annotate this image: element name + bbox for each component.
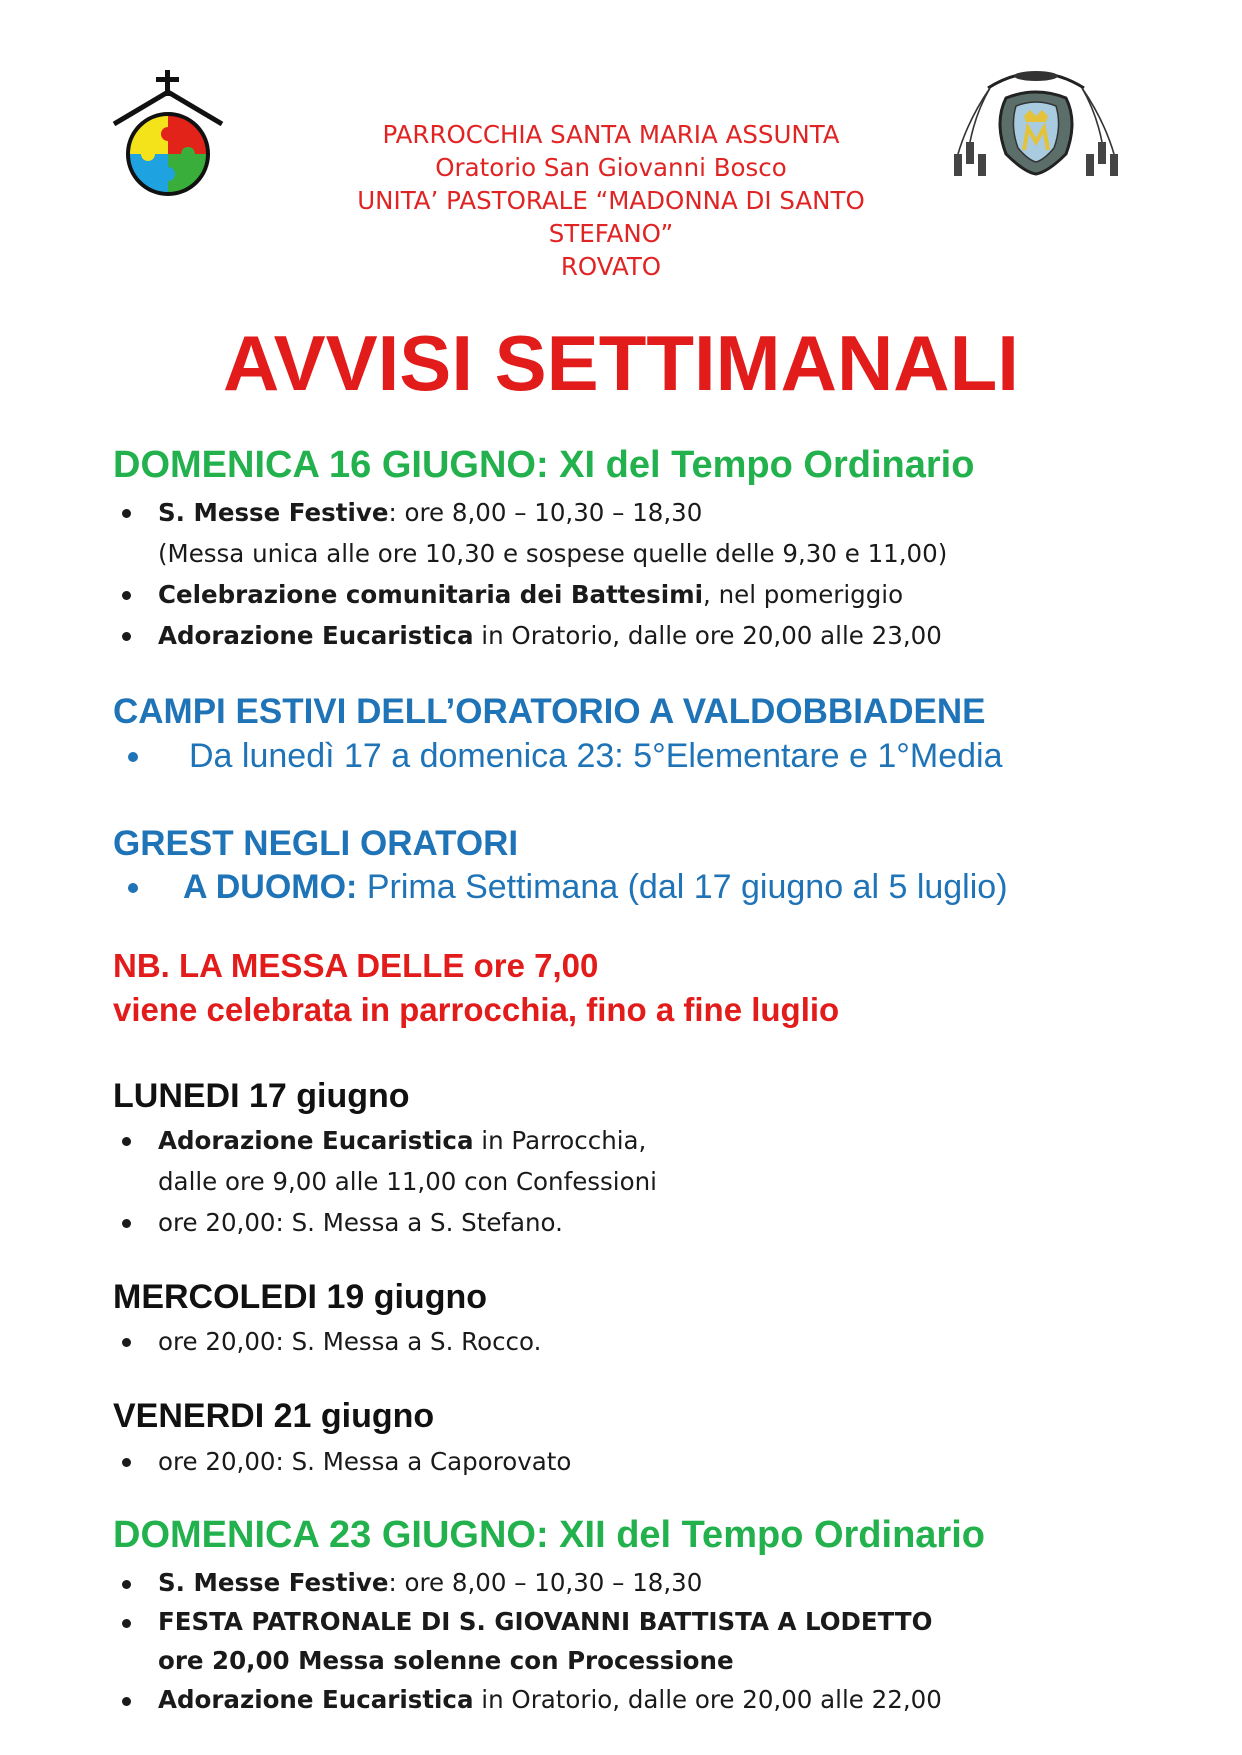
list-item: Adorazione Eucaristica in Parrocchia, dalle ore 9,00 alle 11,00 con Confessioni: [0, 1120, 657, 1202]
wednesday-list: [0, 1321, 541, 1362]
list-item: ore 20,00: S. Messa a S. Stefano.: [0, 1202, 657, 1243]
list-item: S. Messe Festive: ore 8,00 – 10,30 – 18,30 (Messa unica alle ore 10,30 e sospese quelle delle 9,30 e 11,00): [0, 492, 947, 574]
list-item: ore 20,00: S. Messa a S. Rocco.: [0, 1321, 541, 1362]
friday-heading: VENERDI 21 giugno: [113, 1397, 435, 1435]
header-line: ROVATO: [560, 252, 662, 281]
friday-list: [0, 1441, 571, 1482]
header-line: PARROCCHIA SANTA MARIA ASSUNTA: [382, 120, 840, 149]
grest-list: [0, 867, 1008, 907]
list-item: FESTA PATRONALE DI S. GIOVANNI BATTISTA A LODETTO ore 20,00 Messa solenne con Processione: [0, 1602, 942, 1680]
parish-header: [0, 118, 1242, 283]
sunday2-heading: DOMENICA 23 GIUGNO: XII del Tempo Ordinario: [113, 1514, 985, 1556]
sunday1-list: [0, 492, 947, 656]
list-item: Adorazione Eucaristica in Oratorio, dalle ore 20,00 alle 22,00: [0, 1680, 942, 1719]
wednesday-heading: MERCOLEDI 19 giugno: [113, 1278, 487, 1316]
header-line: STEFANO”: [548, 219, 674, 248]
page-title: AVVISI SETTIMANALI: [223, 319, 1019, 407]
list-item: A DUOMO: Prima Settimana (dal 17 giugno al 5 luglio): [0, 867, 1008, 907]
sunday2-list: [0, 1563, 942, 1719]
nb-line1: NB. LA MESSA DELLE ore 7,00: [113, 947, 599, 984]
camps-heading: CAMPI ESTIVI DELL’ORATORIO A VALDOBBIADENE: [113, 692, 986, 731]
monday-heading: LUNEDI 17 giugno: [113, 1077, 410, 1115]
header-line: Oratorio San Giovanni Bosco: [435, 153, 787, 182]
nb-line2: viene celebrata in parrocchia, fino a fine luglio: [113, 991, 840, 1028]
list-item: S. Messe Festive: ore 8,00 – 10,30 – 18,30: [0, 1563, 942, 1602]
list-item: Adorazione Eucaristica in Oratorio, dalle ore 20,00 alle 23,00: [0, 615, 947, 656]
header-line: UNITA’ PASTORALE “MADONNA DI SANTO: [357, 186, 865, 215]
list-item: Da lunedì 17 a domenica 23: 5°Elementare e 1°Media: [0, 736, 1002, 776]
camps-list: [0, 736, 1002, 776]
list-item: Celebrazione comunitaria dei Battesimi, nel pomeriggio: [0, 574, 947, 615]
list-item: ore 20,00: S. Messa a Caporovato: [0, 1441, 571, 1482]
sunday1-heading: DOMENICA 16 GIUGNO: XI del Tempo Ordinario: [113, 444, 975, 486]
monday-list: [0, 1120, 657, 1243]
grest-heading: GREST NEGLI ORATORI: [113, 824, 519, 863]
